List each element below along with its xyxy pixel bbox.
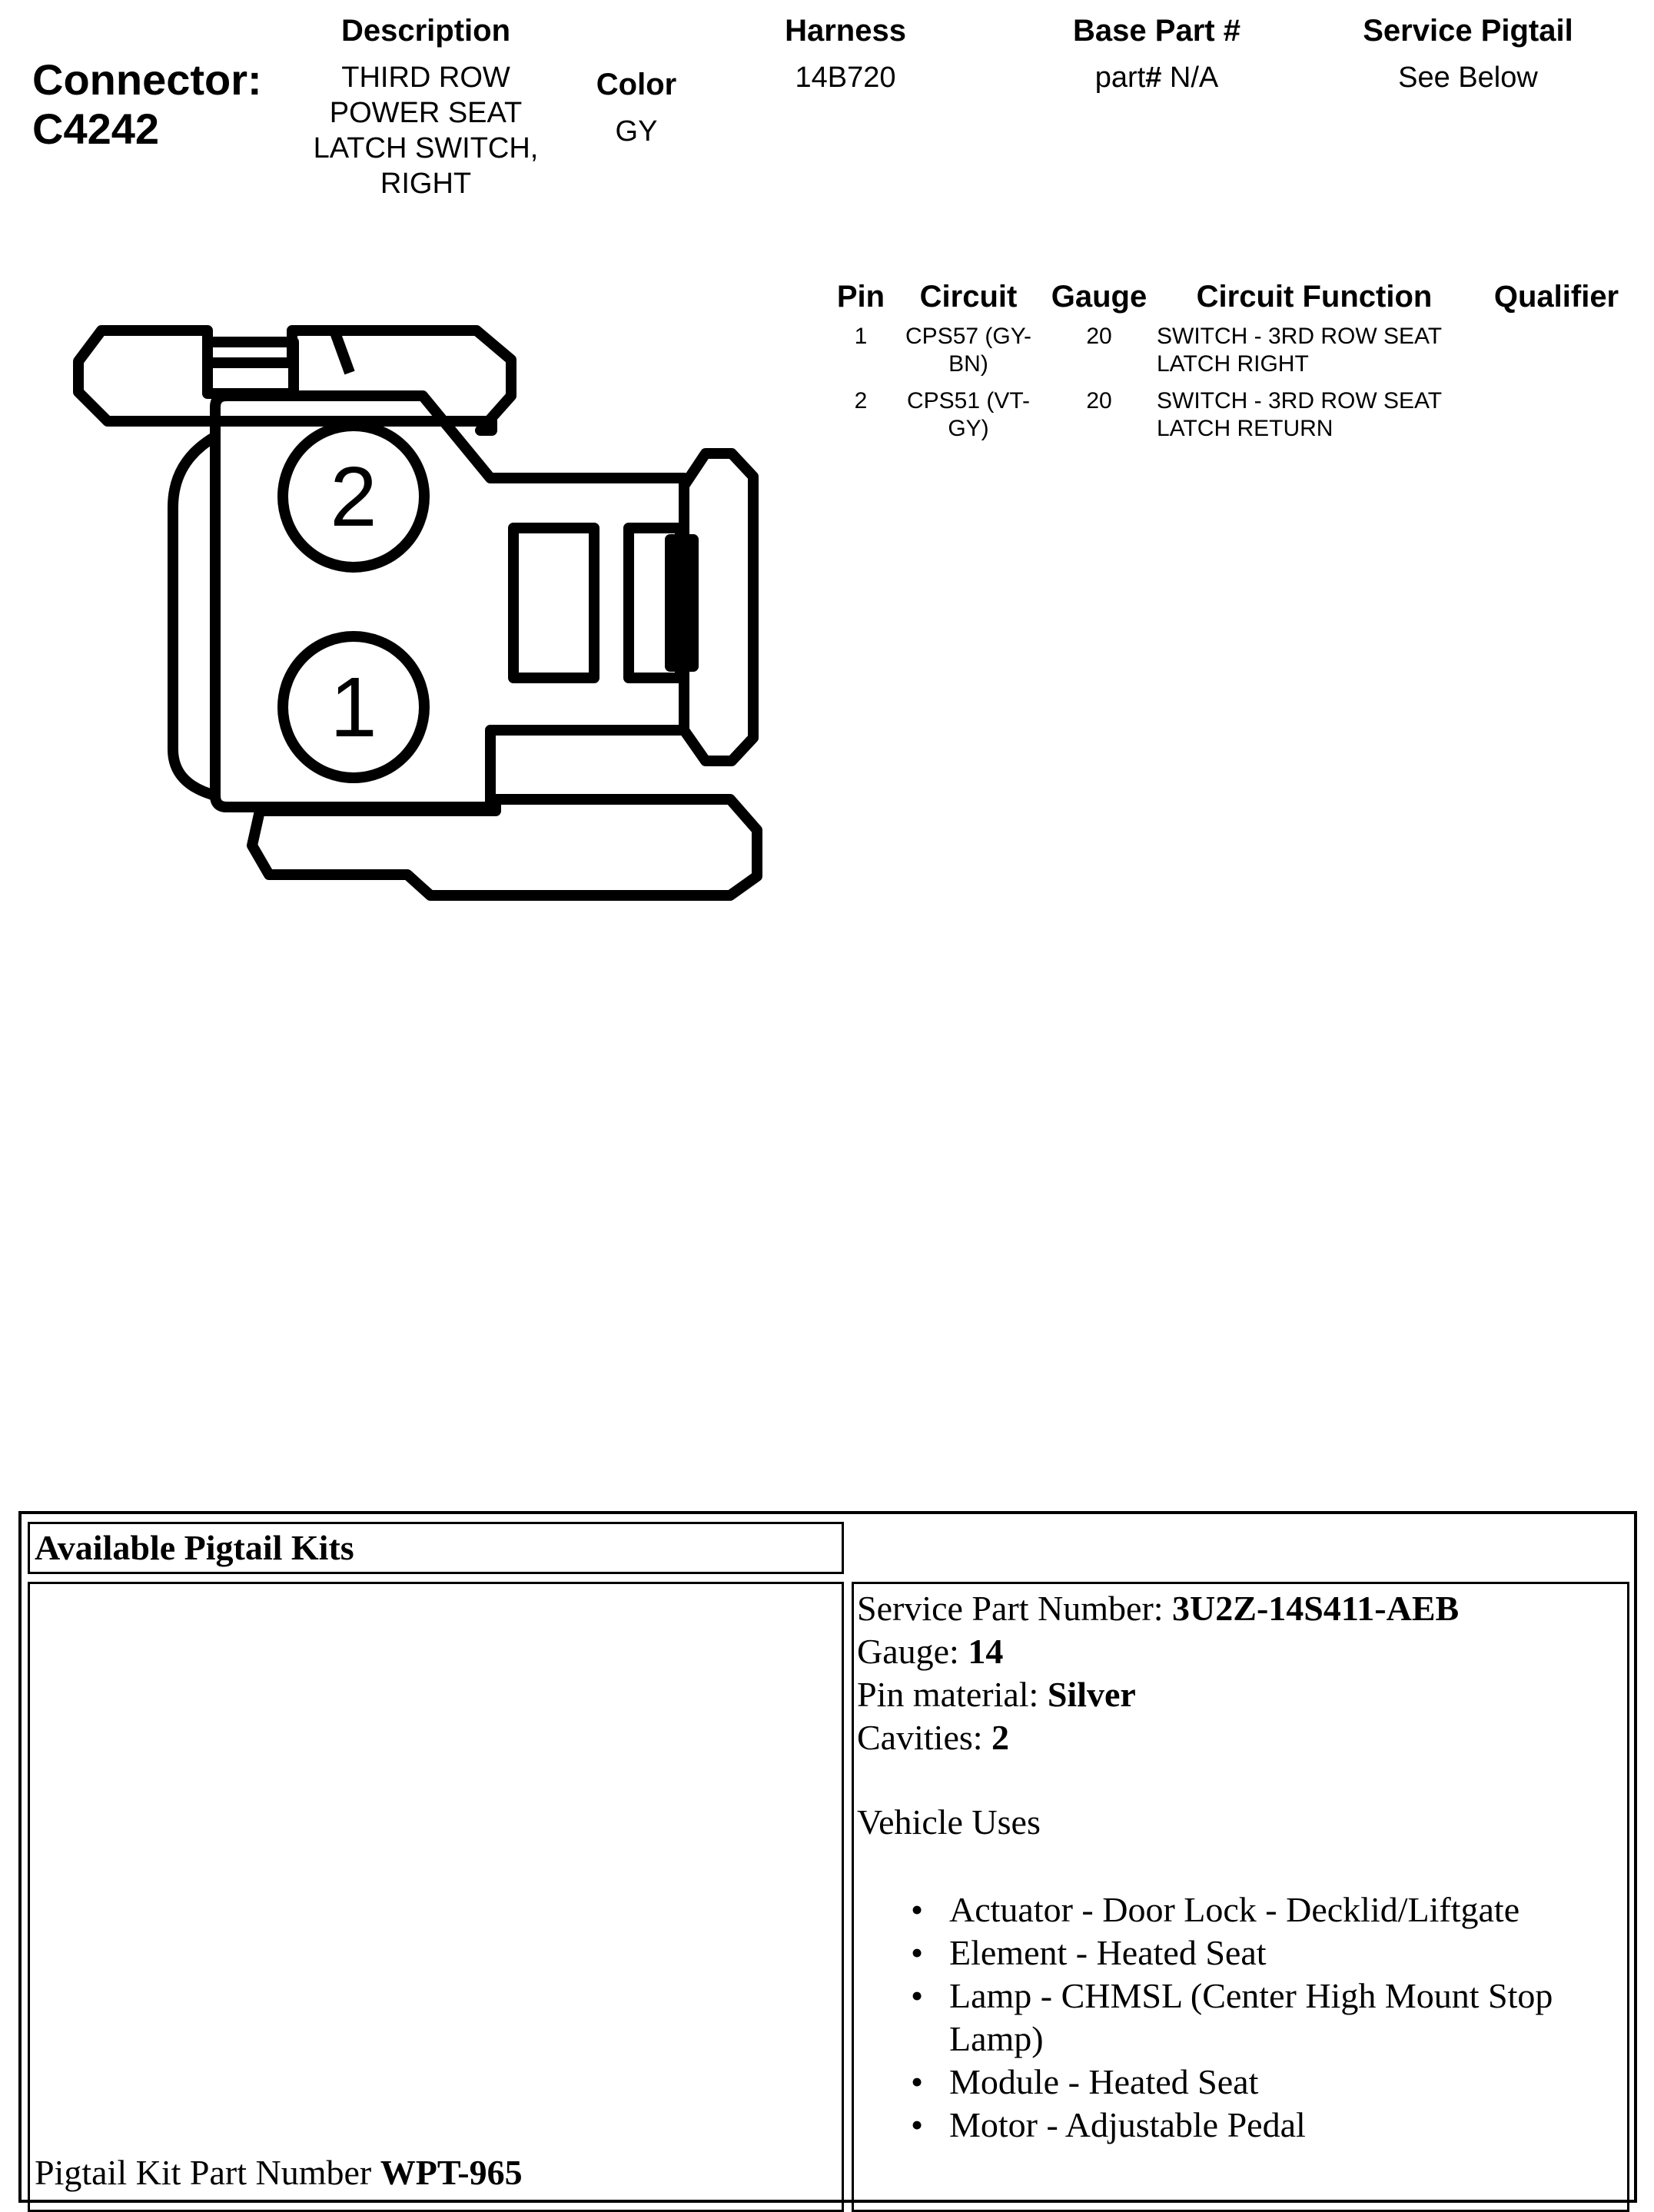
bottom-latch [252, 799, 757, 895]
pin-col-header: Pin [836, 280, 885, 314]
circuit-cell [899, 323, 1038, 378]
base-part-header: Base Part # [1073, 14, 1240, 48]
circuit-cell [899, 387, 1038, 443]
kit-number: WPT-965 [380, 2153, 523, 2192]
kit-label: Pigtail Kit Part Number [35, 2153, 380, 2192]
pin-material-label: Pin material: [857, 1675, 1048, 1714]
pigtail-image-cell [28, 1582, 844, 2212]
description-line: LATCH SWITCH, [313, 132, 539, 164]
connector-body [215, 396, 684, 807]
service-pigtail-value: See Below [1398, 61, 1538, 94]
pigtail-details-cell [852, 1582, 1629, 2212]
description-line: THIRD ROW [341, 61, 510, 94]
color-value: GY [615, 115, 658, 148]
vehicle-use-item: • Module - Heated Seat [949, 2061, 1627, 2104]
vehicle-use-item: • Motor - Adjustable Pedal [949, 2104, 1627, 2147]
service-pigtail-header: Service Pigtail [1363, 14, 1573, 48]
pin-number: 1 [854, 324, 868, 349]
pin-number: 2 [854, 388, 868, 414]
vehicle-use-item: • Lamp - CHMSL (Center High Mount Stop Lamp) [949, 1975, 1627, 2061]
pigtail-kits-title: Available Pigtail Kits [28, 1522, 844, 1574]
cavities-line [857, 1716, 1627, 1759]
harness-value: 14B720 [795, 61, 896, 94]
pin-material-value: Silver [1047, 1675, 1136, 1714]
function-cell [1157, 323, 1503, 378]
qualifier-col-header: Qualifier [1493, 280, 1619, 314]
description-line: POWER SEAT [329, 97, 523, 129]
harness-header: Harness [785, 14, 906, 48]
gauge-cell: 20 [1086, 388, 1112, 414]
function-cell [1157, 387, 1503, 443]
circuit-line: GY) [948, 416, 989, 441]
circuit-col-header: Circuit [919, 280, 1018, 314]
vehicle-uses-title: Vehicle Uses [857, 1802, 1041, 1842]
connector-face-diagram [61, 307, 784, 922]
connector-label: Connector: [32, 55, 262, 104]
gauge-label: Gauge: [857, 1632, 968, 1671]
pin-table-row [830, 323, 1645, 389]
left-flange [173, 437, 215, 795]
base-part-prefix: part [1094, 61, 1146, 94]
vehicle-uses-list [857, 1888, 1627, 2147]
circuit-line: CPS51 (VT- [906, 388, 1031, 414]
pigtail-kit-part-number [35, 2151, 523, 2194]
cavities-value: 2 [991, 1718, 1010, 1757]
function-line: LATCH RETURN [1157, 416, 1333, 441]
vehicle-use-item: • Actuator - Door Lock - Decklid/Liftgate [949, 1888, 1627, 1931]
gauge-line [857, 1630, 1627, 1673]
pin-2-label: 2 [330, 450, 377, 544]
inner-slot-left [513, 528, 594, 678]
description-value [272, 60, 580, 201]
connector-id: C4242 [32, 105, 160, 153]
connector-title [32, 55, 262, 154]
gauge-col-header: Gauge [1051, 280, 1148, 314]
pin-table-row [830, 387, 1645, 453]
top-notch [334, 330, 350, 373]
vehicle-use-item: • Element - Heated Seat [949, 1931, 1627, 1975]
service-part-number [857, 1587, 1627, 1630]
function-line: SWITCH - 3RD ROW SEAT [1157, 324, 1443, 349]
base-part-hash: # [1145, 61, 1162, 94]
circuit-line: BN) [948, 351, 988, 377]
description-line: RIGHT [380, 168, 472, 200]
function-line: LATCH RIGHT [1157, 351, 1309, 377]
base-part-value [1022, 60, 1291, 95]
pin-material-line [857, 1673, 1627, 1716]
color-header: Color [596, 68, 677, 101]
circuit-line: CPS57 (GY- [905, 324, 1031, 349]
function-line: SWITCH - 3RD ROW SEAT [1157, 388, 1443, 414]
gauge-value: 14 [968, 1632, 1004, 1671]
function-col-header: Circuit Function [1196, 280, 1433, 314]
description-header: Description [340, 14, 511, 48]
pin-1-label: 1 [330, 660, 377, 755]
cavities-label: Cavities: [857, 1718, 992, 1757]
service-part-label: Service Part Number: [857, 1589, 1173, 1628]
service-part-value: 3U2Z-14S411-AEB [1172, 1589, 1460, 1628]
gauge-cell: 20 [1086, 324, 1112, 349]
base-part-number: N/A [1161, 61, 1219, 94]
